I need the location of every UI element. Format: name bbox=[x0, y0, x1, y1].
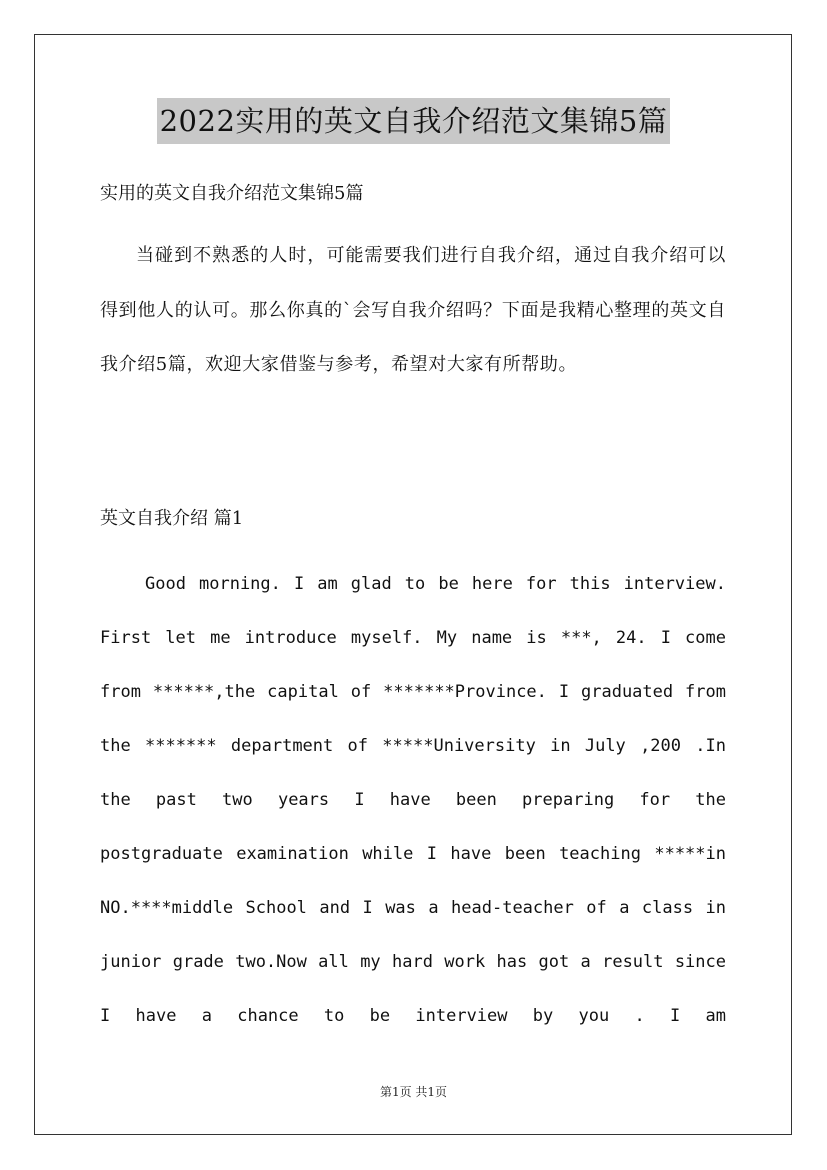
title-container bbox=[0, 98, 827, 144]
paragraph-line: First let me introduce myself. My name is ***, 24. I come bbox=[100, 628, 726, 648]
page-footer: 第1页 共1页 bbox=[379, 1085, 448, 1099]
paragraph-line: NO.****middle School and I was a head-teacher of a class in bbox=[100, 898, 726, 918]
intro-paragraph: 当碰到不熟悉的人时，可能需要我们进行自我介绍，通过自我介绍可以得到他人的认可。那么你真的`会写自我介绍吗？下面是我精心整理的英文自我介绍5篇，欢迎大家借鉴与参考，希望对大家有所帮助。 bbox=[100, 245, 726, 375]
paragraph-line: the ******* department of *****University in July ,200 .In bbox=[100, 736, 726, 756]
section-heading: 英文自我介绍 篇1 bbox=[100, 508, 244, 529]
paragraph-line: postgraduate examination while I have been teaching *****in bbox=[100, 844, 726, 864]
english-paragraph bbox=[100, 557, 726, 1043]
paragraph-line: the past two years I have been preparing for the bbox=[100, 790, 726, 810]
paragraph-line: Good morning. I am glad to be here for this interview. bbox=[145, 574, 726, 594]
paragraph-line: from ******,the capital of *******Province. I graduated from bbox=[100, 682, 726, 702]
paragraph-line: junior grade two.Now all my hard work has got a result since bbox=[100, 952, 726, 972]
document-title: 2022实用的英文自我介绍范文集锦5篇 bbox=[157, 98, 671, 144]
document-subtitle: 实用的英文自我介绍范文集锦5篇 bbox=[100, 183, 364, 204]
paragraph-line: I have a chance to be interview by you . I am bbox=[100, 1006, 726, 1026]
